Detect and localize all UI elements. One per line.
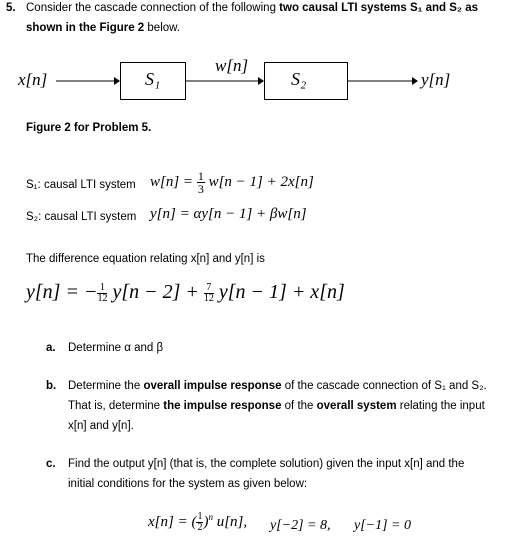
mid-label: w[n] (215, 56, 249, 75)
intro-bold: two causal LTI systems S₁ and S₂ as (279, 2, 479, 14)
s1-eq-left: w[n] = (150, 173, 194, 190)
diff-frac2 (204, 283, 214, 304)
x-frac-num: 1 (197, 511, 203, 523)
diff-frac2-num: 7 (204, 283, 214, 294)
s1-label: S₁: causal LTI system (26, 179, 136, 191)
block-s1-label: S₁ (145, 69, 161, 89)
b2-mid: of the (281, 400, 317, 412)
b2-bold1: the impulse response (163, 400, 282, 412)
x-exponent: n (208, 512, 213, 522)
difference-equation (26, 281, 345, 304)
x-right: ) (203, 514, 209, 530)
part-b-line3: x[n] and y[n]. (68, 420, 134, 432)
block-s2-label: S₂ (291, 69, 307, 89)
x-left: x[n] = ( (148, 514, 197, 530)
b1-pre: Determine the (68, 380, 144, 392)
problem-intro-line2 (26, 22, 180, 34)
initial-ym1: y[−1] = 0 (354, 518, 412, 533)
b1-post: of the cascade connection of S₁ and S₂. (281, 380, 487, 392)
part-a-marker: a. (46, 342, 56, 354)
diff-frac1 (97, 283, 107, 304)
s2-label: S₂: causal LTI system (26, 211, 137, 223)
s2-equation: y[n] = αy[n − 1] + βw[n] (150, 206, 307, 222)
s1-fraction (197, 170, 205, 195)
problem-number: 5. (6, 2, 16, 14)
part-b-marker: b. (46, 380, 57, 392)
part-c-line1: Find the output y[n] (that is, the complete solution) given the input x[n] and the (68, 458, 465, 470)
b2-pre: That is, determine (68, 400, 164, 412)
s1-frac-den: 3 (197, 182, 204, 196)
diff-part1: y[n] = − (26, 281, 98, 303)
diff-frac1-num: 1 (97, 283, 107, 294)
difference-intro: The difference equation relating x[n] and y[n] is (26, 253, 265, 265)
arrowhead-output (412, 77, 418, 85)
problem-intro-line1 (26, 2, 478, 14)
output-label: y[n] (421, 70, 451, 89)
part-b-line2 (68, 400, 485, 412)
intro-line2-bold: shown in the Figure 2 (26, 22, 145, 34)
intro-line2-rest: below. (144, 22, 181, 34)
diff-part2: y[n − 2] + (112, 281, 199, 303)
input-definition (148, 512, 247, 533)
s1-frac-num: 1 (197, 169, 204, 183)
part-c-marker: c. (46, 458, 56, 470)
part-b-line1 (68, 380, 487, 392)
intro-prefix: Consider the cascade connection of the following (26, 2, 280, 14)
s1-equation (150, 170, 314, 195)
initial-ym2: y[−2] = 8, (270, 518, 331, 533)
diff-part3: y[n − 1] + x[n] (218, 281, 345, 303)
s1-eq-right: w[n − 1] + 2x[n] (208, 173, 314, 190)
part-a-text: Determine α and β (68, 342, 164, 354)
b2-post: relating the input (396, 400, 485, 412)
input-label: x[n] (18, 70, 48, 89)
diff-frac2-den: 12 (203, 292, 214, 304)
x-tail: u[n], (212, 514, 248, 530)
diff-frac1-den: 12 (97, 292, 108, 304)
b2-bold2: overall system (316, 400, 397, 412)
figure-caption: Figure 2 for Problem 5. (26, 122, 152, 134)
part-c-line2: initial conditions for the system as given below: (68, 478, 308, 490)
x-frac-den: 2 (197, 522, 203, 534)
b1-bold: overall impulse response (143, 380, 282, 392)
